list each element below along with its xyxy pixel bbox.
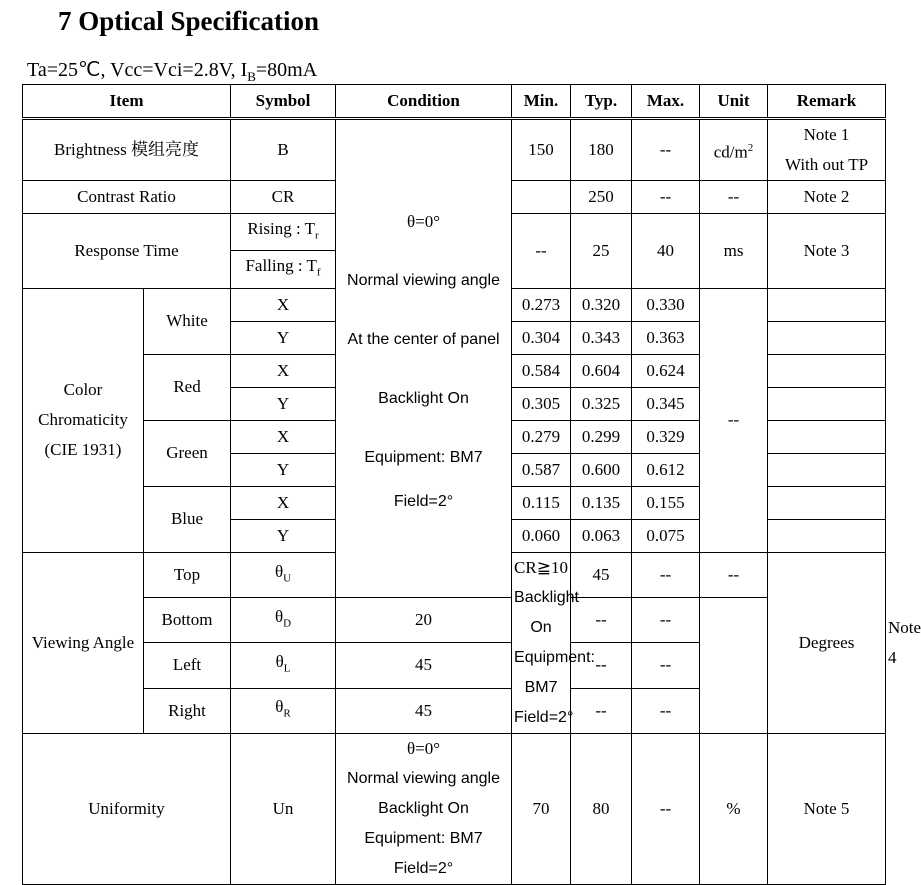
viewing-typ: -- <box>571 598 632 643</box>
chroma-remark <box>768 288 886 321</box>
chroma-symbol: X <box>231 354 336 387</box>
chroma-symbol: Y <box>231 519 336 552</box>
chroma-typ: 0.604 <box>571 354 632 387</box>
section-title: 7 Optical Specification <box>58 6 319 36</box>
chroma-remark <box>768 519 886 552</box>
brightness-min: 150 <box>512 119 571 181</box>
brightness-typ: 180 <box>571 119 632 181</box>
chroma-max: 0.624 <box>632 354 700 387</box>
condition-line: Field=2° <box>514 708 574 726</box>
chroma-min: 0.115 <box>512 486 571 519</box>
table-row: Viewing Angle Top $\theta_U$ CR≧10 Backlight On Equipment: BM7 Field=2° 45 -- -- Degrees Note 4 <box>23 552 886 597</box>
chroma-min: 0.279 <box>512 420 571 453</box>
chroma-max: 0.155 <box>632 486 700 519</box>
chromaticity-item <box>23 288 144 552</box>
contrast-max: -- <box>632 181 700 214</box>
chroma-typ: 0.325 <box>571 387 632 420</box>
viewing-min: 45 <box>336 688 512 733</box>
chroma-symbol: X <box>231 486 336 519</box>
table-row <box>23 733 886 884</box>
chroma-max: 0.345 <box>632 387 700 420</box>
condition-line: Normal viewing angle <box>347 272 500 290</box>
chromaticity-line: Chromaticity <box>38 410 128 430</box>
chroma-typ: 0.343 <box>571 321 632 354</box>
header-row <box>23 85 886 119</box>
theta: θ <box>275 652 284 672</box>
response-min: -- <box>512 214 571 289</box>
theta-sub: L <box>283 662 291 675</box>
uniformity-item: Uniformity <box>23 733 231 884</box>
theta: θ <box>274 561 284 581</box>
brightness-unit-base: cd/m <box>713 142 748 162</box>
uniformity-remark: Note 5 <box>768 733 886 884</box>
chroma-symbol: X <box>231 288 336 321</box>
viewing-max: -- <box>632 688 700 733</box>
chroma-typ: 0.299 <box>571 420 632 453</box>
condition-line: Backlight On <box>378 799 469 817</box>
viewing-min: 45 <box>336 643 512 688</box>
shared-condition-cell <box>336 119 512 598</box>
condition-line: CR≧10 <box>514 557 568 577</box>
chroma-symbol: Y <box>231 453 336 486</box>
chroma-remark <box>768 453 886 486</box>
viewing-symbol <box>231 688 336 733</box>
theta-sub: R <box>283 707 291 720</box>
viewing-direction: Left <box>144 643 231 688</box>
header-min: Min. <box>512 85 571 119</box>
chroma-remark <box>768 321 886 354</box>
header-remark: Remark <box>768 85 886 119</box>
test-conditions <box>27 57 317 85</box>
chroma-typ: 0.063 <box>571 519 632 552</box>
chroma-typ: 0.600 <box>571 453 632 486</box>
chroma-remark <box>768 486 886 519</box>
chroma-min: 0.060 <box>512 519 571 552</box>
chroma-remark <box>768 354 886 387</box>
viewing-typ: -- <box>632 552 700 597</box>
rising-sub: r <box>315 229 319 242</box>
rising-label: Rising : T <box>247 219 316 238</box>
table-row <box>23 598 886 643</box>
chroma-symbol: Y <box>231 321 336 354</box>
table-row <box>23 643 886 688</box>
chroma-remark <box>768 387 886 420</box>
viewing-unit: Degrees <box>768 552 886 733</box>
header-item: Item <box>23 85 231 119</box>
contrast-unit: -- <box>700 181 768 214</box>
chromaticity-unit: -- <box>700 288 768 552</box>
viewing-symbol <box>231 552 336 597</box>
brightness-unit <box>700 119 768 181</box>
color-name: Red <box>144 354 231 420</box>
brightness-remark-2: With out TP <box>784 155 869 174</box>
theta-sub: U <box>283 572 292 585</box>
chroma-symbol: Y <box>231 387 336 420</box>
color-name: Green <box>144 420 231 486</box>
viewing-typ: -- <box>571 688 632 733</box>
brightness-unit-sup: 2 <box>747 141 754 154</box>
theta: θ <box>275 697 284 717</box>
chroma-typ: 0.320 <box>571 288 632 321</box>
condition-line: θ=0° <box>407 212 441 232</box>
optical-spec-table <box>22 84 921 885</box>
response-item: Response Time <box>23 214 231 289</box>
chroma-max: 0.363 <box>632 321 700 354</box>
viewing-symbol <box>231 598 336 643</box>
header-typ: Typ. <box>571 85 632 119</box>
chromaticity-line: (CIE 1931) <box>44 440 122 460</box>
response-unit: ms <box>700 214 768 289</box>
theta: θ <box>274 606 284 626</box>
conditions-prefix: Ta=25℃, Vcc=Vci=2.8V, I <box>27 59 248 81</box>
response-typ: 25 <box>571 214 632 289</box>
uniformity-typ: 80 <box>571 733 632 884</box>
contrast-typ: 250 <box>571 181 632 214</box>
response-falling <box>231 251 336 288</box>
chroma-typ: 0.135 <box>571 486 632 519</box>
chroma-symbol: X <box>231 420 336 453</box>
viewing-typ: -- <box>571 643 632 688</box>
viewing-condition <box>512 552 595 733</box>
chroma-min: 0.305 <box>512 387 571 420</box>
condition-line: Field=2° <box>393 859 454 877</box>
table-row <box>23 119 886 181</box>
condition-line: θ=0° <box>407 738 441 758</box>
condition-line: At the center of panel <box>347 331 500 349</box>
header-unit: Unit <box>700 85 768 119</box>
viewing-max: -- <box>700 552 768 597</box>
chroma-min: 0.304 <box>512 321 571 354</box>
response-remark: Note 3 <box>768 214 886 289</box>
viewing-item: Viewing Angle <box>23 552 144 733</box>
condition-line: Backlight On <box>514 588 579 636</box>
chroma-min: 0.587 <box>512 453 571 486</box>
condition-line: Backlight On <box>378 390 469 408</box>
viewing-max: -- <box>632 643 700 688</box>
table-row <box>23 688 886 733</box>
color-name: Blue <box>144 486 231 552</box>
falling-sub: f <box>316 266 321 279</box>
condition-line: Normal viewing angle <box>347 769 500 787</box>
brightness-remark-1: Note 1 <box>803 125 850 144</box>
condition-line: Equipment: BM7 <box>364 829 483 847</box>
response-max: 40 <box>632 214 700 289</box>
conditions-suffix: =80mA <box>255 59 318 81</box>
viewing-min: 20 <box>336 598 512 643</box>
contrast-symbol: CR <box>231 181 336 214</box>
chroma-max: 0.329 <box>632 420 700 453</box>
viewing-min: 45 <box>571 552 632 597</box>
chroma-max: 0.075 <box>632 519 700 552</box>
condition-line: Field=2° <box>393 493 454 511</box>
chromaticity-line: Color <box>63 380 103 400</box>
uniformity-min: 70 <box>512 733 571 884</box>
header-symbol: Symbol <box>231 85 336 119</box>
viewing-direction: Right <box>144 688 231 733</box>
chroma-min: 0.273 <box>512 288 571 321</box>
uniformity-max: -- <box>632 733 700 884</box>
color-name: White <box>144 288 231 354</box>
viewing-max: -- <box>632 598 700 643</box>
chroma-max: 0.612 <box>632 453 700 486</box>
uniformity-unit: % <box>700 733 768 884</box>
theta-sub: D <box>283 617 292 630</box>
condition-line: Equipment: BM7 <box>514 648 595 696</box>
contrast-remark: Note 2 <box>768 181 886 214</box>
header-condition: Condition <box>336 85 512 119</box>
contrast-min <box>512 181 571 214</box>
brightness-remark <box>768 119 886 181</box>
viewing-direction: Bottom <box>144 598 231 643</box>
header-max: Max. <box>632 85 700 119</box>
chroma-remark <box>768 420 886 453</box>
falling-label: Falling : T <box>245 256 317 276</box>
uniformity-condition <box>336 733 512 884</box>
viewing-direction: Top <box>144 552 231 597</box>
conditions-subscript: B <box>247 69 256 84</box>
contrast-item: Contrast Ratio <box>23 181 231 214</box>
brightness-max: -- <box>632 119 700 181</box>
uniformity-symbol: Un <box>231 733 336 884</box>
chroma-max: 0.330 <box>632 288 700 321</box>
chroma-min: 0.584 <box>512 354 571 387</box>
viewing-symbol <box>231 643 336 688</box>
brightness-symbol: B <box>231 119 336 181</box>
condition-line: Equipment: BM7 <box>364 449 483 467</box>
brightness-item: Brightness 模组亮度 <box>23 119 231 181</box>
response-rising <box>231 214 336 251</box>
